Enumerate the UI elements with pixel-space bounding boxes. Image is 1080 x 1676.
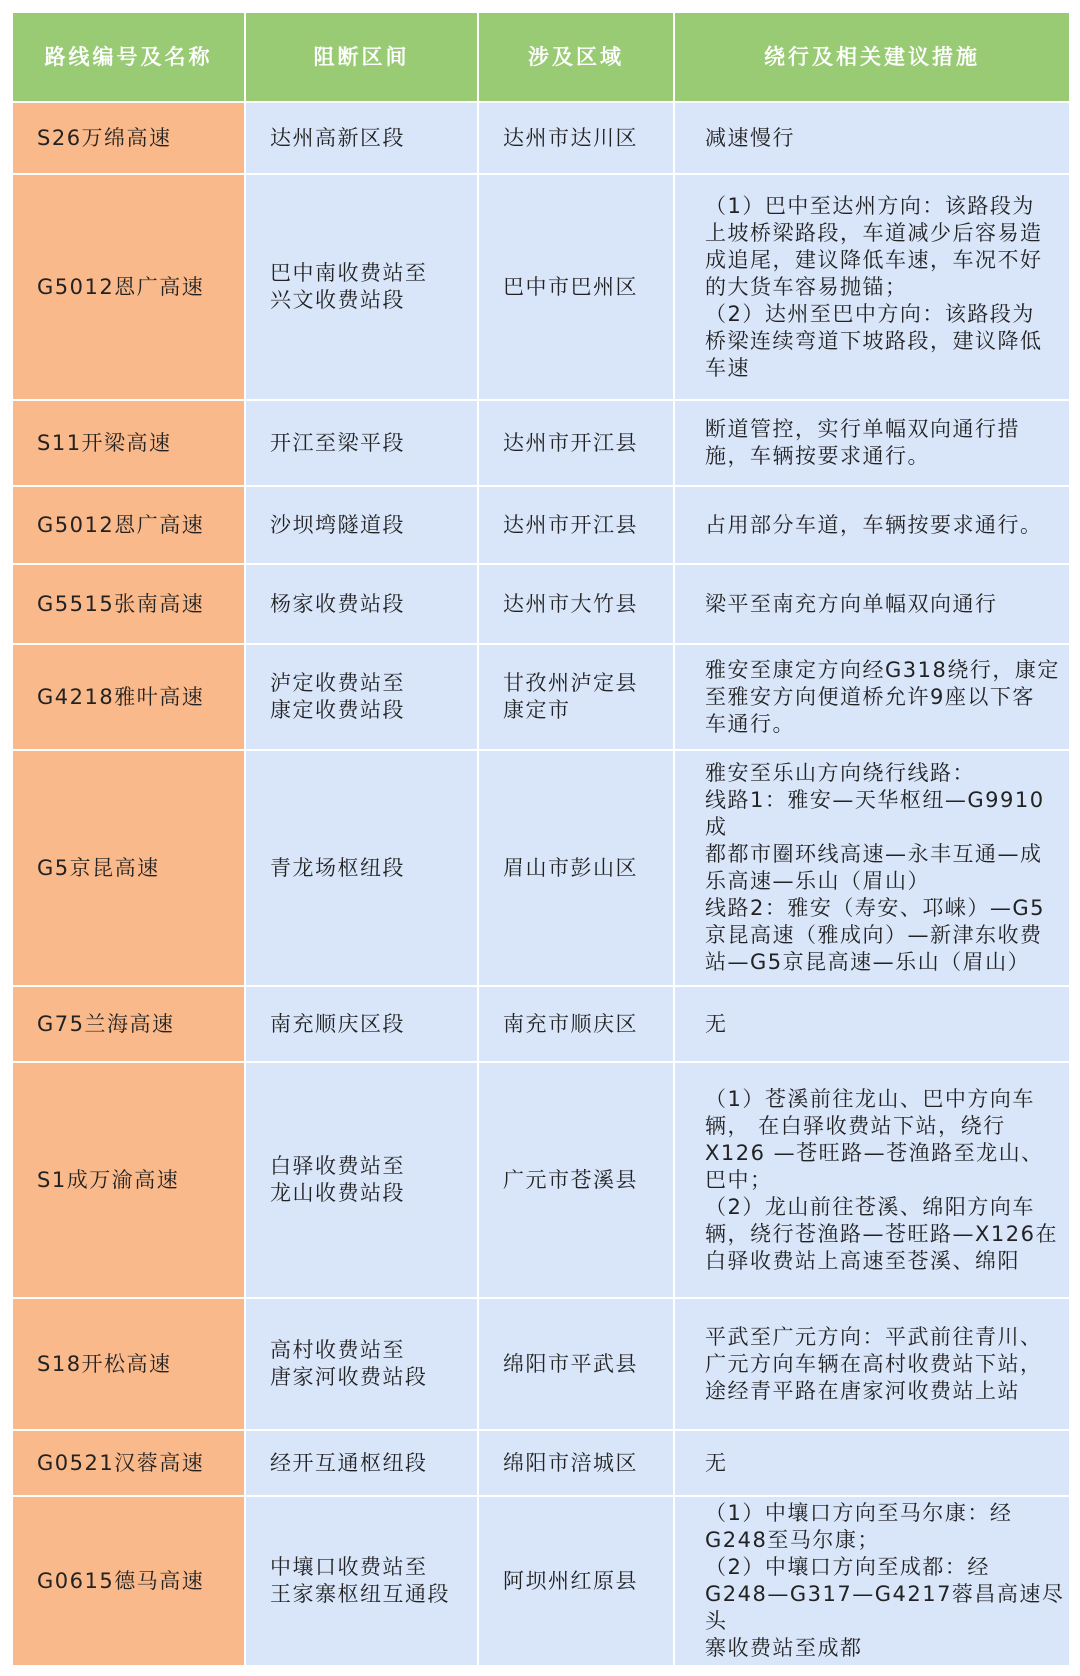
route-cell: G5012恩广高速 [12,486,245,564]
header-advice: 绕行及相关建议措施 [674,12,1070,102]
section-cell: 南充顺庆区段 [245,986,478,1062]
table-row [12,400,1070,486]
header-route: 路线编号及名称 [12,12,245,102]
area-cell: 绵阳市平武县 [478,1298,674,1430]
section-cell: 杨家收费站段 [245,564,478,644]
header-section: 阻断区间 [245,12,478,102]
advice-cell: （1）苍溪前往龙山、巴中方向车 辆， 在白驿收费站下站，绕行 X126 —苍旺路—苍渔路至龙山、 巴中； （2）龙山前往苍溪、绵阳方向车 辆，绕行苍渔路—苍旺路—X126在 白驿收费站上高速至苍溪、绵阳 [674,1062,1070,1298]
section-cell: 巴中南收费站至 兴文收费站段 [245,174,478,400]
route-cell: S11开梁高速 [12,400,245,486]
road-closure-table [11,11,1071,1667]
table-row [12,564,1070,644]
route-cell: G4218雅叶高速 [12,644,245,750]
area-cell: 南充市顺庆区 [478,986,674,1062]
route-cell: S18开松高速 [12,1298,245,1430]
area-cell: 达州市开江县 [478,400,674,486]
route-cell: S26万绵高速 [12,102,245,174]
header-area: 涉及区域 [478,12,674,102]
route-cell: G5012恩广高速 [12,174,245,400]
area-cell: 甘孜州泸定县 康定市 [478,644,674,750]
section-cell: 青龙场枢纽段 [245,750,478,986]
section-cell: 达州高新区段 [245,102,478,174]
area-cell: 眉山市彭山区 [478,750,674,986]
table-row [12,986,1070,1062]
advice-cell: 占用部分车道，车辆按要求通行。 [674,486,1070,564]
advice-cell: 雅安至康定方向经G318绕行，康定 至雅安方向便道桥允许9座以下客 车通行。 [674,644,1070,750]
table-row [12,486,1070,564]
advice-cell: （1）中壤口方向至马尔康：经 G248至马尔康； （2）中壤口方向至成都：经 G248—G317—G4217蓉昌高速尽头 寨收费站至成都 [674,1496,1070,1666]
table-row [12,750,1070,986]
route-cell: G5515张南高速 [12,564,245,644]
area-cell: 达州市开江县 [478,486,674,564]
route-cell: S1成万渝高速 [12,1062,245,1298]
area-cell: 达州市达川区 [478,102,674,174]
area-cell: 巴中市巴州区 [478,174,674,400]
table-row [12,174,1070,400]
section-cell: 沙坝塆隧道段 [245,486,478,564]
section-cell: 开江至梁平段 [245,400,478,486]
section-cell: 泸定收费站至 康定收费站段 [245,644,478,750]
table-row [12,102,1070,174]
section-cell: 经开互通枢纽段 [245,1430,478,1496]
table-row [12,1430,1070,1496]
advice-cell: 无 [674,986,1070,1062]
table-row [12,1062,1070,1298]
table-row [12,1298,1070,1430]
section-cell: 中壤口收费站至 王家寨枢纽互通段 [245,1496,478,1666]
section-cell: 高村收费站至 唐家河收费站段 [245,1298,478,1430]
area-cell: 阿坝州红原县 [478,1496,674,1666]
route-cell: G5京昆高速 [12,750,245,986]
route-cell: G0521汉蓉高速 [12,1430,245,1496]
area-cell: 广元市苍溪县 [478,1062,674,1298]
advice-cell: 雅安至乐山方向绕行线路： 线路1：雅安—天华枢纽—G9910成 都都市圈环线高速—永丰互通—成 乐高速—乐山（眉山） 线路2：雅安（寿安、邛崃）—G5 京昆高速（雅成向）—新津东收费 站—G5京昆高速—乐山（眉山） [674,750,1070,986]
table-row [12,1496,1070,1666]
advice-cell: 断道管控，实行单幅双向通行措 施，车辆按要求通行。 [674,400,1070,486]
route-cell: G0615德马高速 [12,1496,245,1666]
area-cell: 绵阳市涪城区 [478,1430,674,1496]
advice-cell: 梁平至南充方向单幅双向通行 [674,564,1070,644]
advice-cell: 平武至广元方向：平武前往青川、 广元方向车辆在高村收费站下站， 途经青平路在唐家河收费站上站 [674,1298,1070,1430]
advice-cell: 减速慢行 [674,102,1070,174]
area-cell: 达州市大竹县 [478,564,674,644]
route-cell: G75兰海高速 [12,986,245,1062]
table-row [12,644,1070,750]
section-cell: 白驿收费站至 龙山收费站段 [245,1062,478,1298]
advice-cell: （1）巴中至达州方向：该路段为 上坡桥梁路段，车道减少后容易造 成追尾，建议降低车速，车况不好 的大货车容易抛锚； （2）达州至巴中方向：该路段为 桥梁连续弯道下坡路段，建议降低 车速 [674,174,1070,400]
advice-cell: 无 [674,1430,1070,1496]
header-row [12,12,1070,102]
